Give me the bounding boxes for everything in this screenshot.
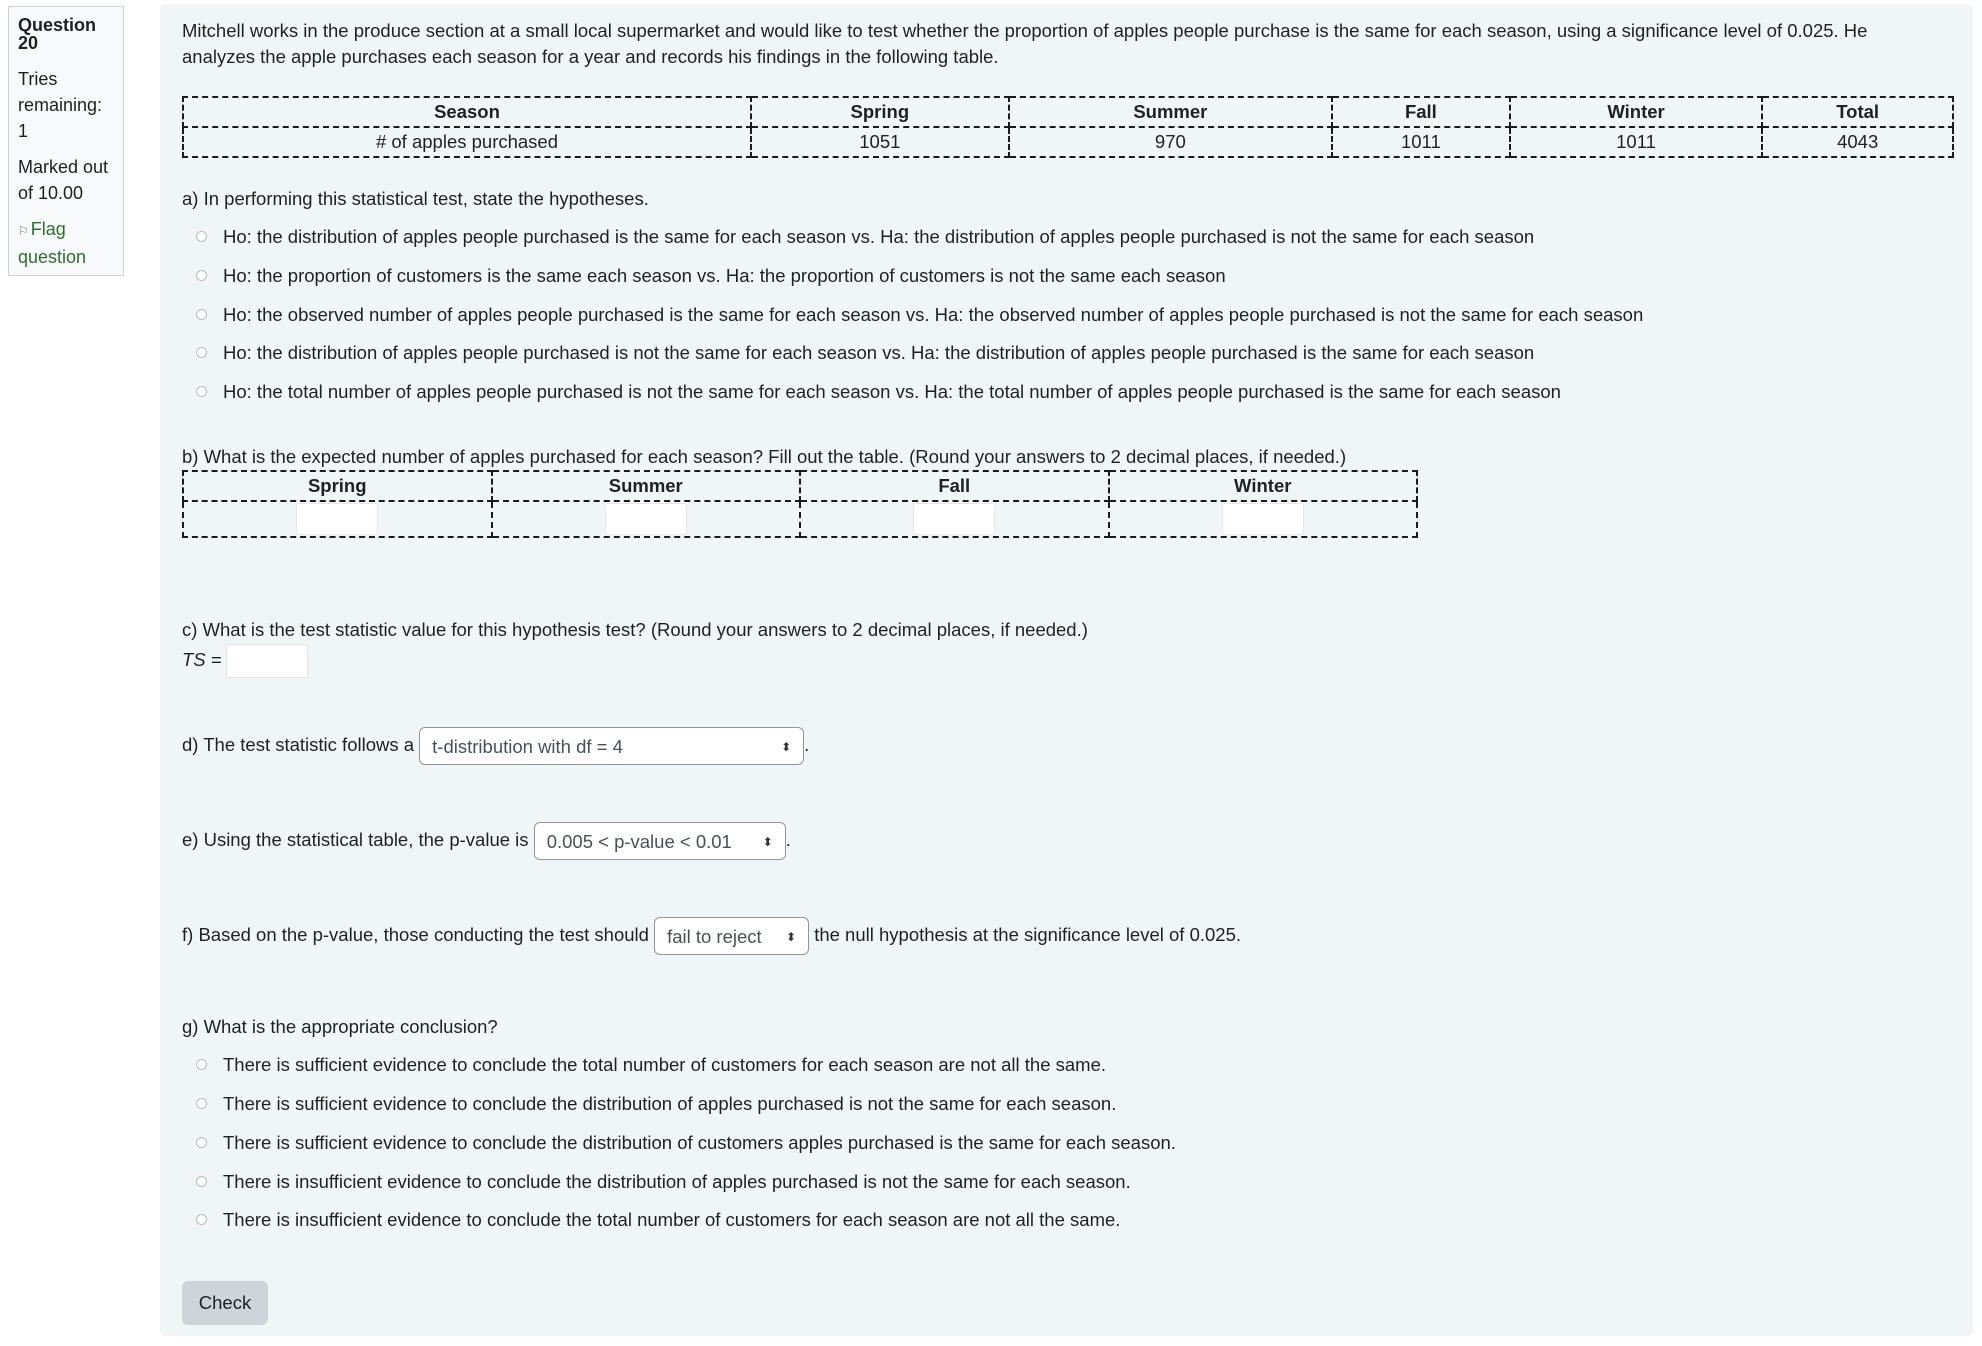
option-label: There is sufficient evidence to conclude the total number of customers for each season are not all the same. [223,1054,1107,1075]
table-header: Spring [183,471,492,501]
part-f-prompt: f) Based on the p-value, those conducting the test should [182,923,649,945]
table-cell [183,501,492,537]
table-header: Spring [751,97,1009,127]
select-arrows-icon: ⬍ [781,740,792,754]
part-a-option-1[interactable] [196,226,1534,248]
radio-button[interactable] [196,1214,207,1225]
tries-remaining [18,66,114,144]
part-g-prompt: g) What is the appropriate conclusion? [182,1016,498,1037]
question-label: Question [18,15,97,35]
table-cell [800,501,1109,537]
question-content [160,4,1973,1336]
part-e-prompt: e) Using the statistical table, the p-value is [182,828,529,850]
table-cell: 1011 [1510,127,1763,157]
option-label: Ho: the total number of apples people purchased is not the same for each season vs. Ha: the total number of apples people purchased is the same for each season [223,381,1561,402]
table-row [183,501,1417,537]
ts-label: TS = [182,648,222,670]
part-d-row [182,727,809,765]
distribution-select[interactable] [419,727,804,765]
question-intro: Mitchell works in the produce section at a small local supermarket and would like to test whether the proportion of apples people purchase is the same for each season, using a significance level of 0.025. He analyzes the apple purchases each season for a year and records his findings in the following table. [182,20,1868,67]
marked-label: Marked out [18,157,109,177]
p-value-select[interactable] [534,822,786,860]
question-number [18,16,114,52]
table-cell: 970 [1009,127,1332,157]
flag-question-link[interactable] [18,216,114,270]
table-cell: # of apples purchased [183,127,751,157]
radio-button[interactable] [196,1059,207,1070]
test-statistic-input[interactable] [226,644,308,678]
p-value-select-value: 0.005 < p-value < 0.01 [546,831,732,852]
spring-expected-input[interactable] [296,503,378,535]
option-label: Ho: the distribution of apples people purchased is not the same for each season vs. Ha: the distribution of apples people purchased is the same for each season [223,342,1535,363]
part-g-option-2[interactable] [196,1093,1116,1115]
marked-label-2: of 10.00 [18,183,84,203]
table-header-row [183,97,1953,127]
table-cell [492,501,801,537]
option-label: Ho: the observed number of apples people purchased is the same for each season vs. Ha: the observed number of apples people purchased is not the same for each season [223,304,1644,325]
radio-button[interactable] [196,231,207,242]
summer-expected-input[interactable] [605,503,687,535]
part-a-option-2[interactable] [196,265,1226,287]
part-g-option-4[interactable] [196,1171,1131,1193]
expected-values-table [182,470,1418,538]
marked-out-of [18,154,114,206]
part-d-suffix: . [804,733,810,755]
check-button[interactable]: Check [182,1281,268,1325]
flag-icon: ⚐ [18,224,29,238]
select-arrows-icon: ⬍ [762,835,773,849]
table-header: Summer [1009,97,1332,127]
radio-button[interactable] [196,270,207,281]
tries-label-2: remaining: [18,95,103,115]
part-a-prompt: a) In performing this statistical test, state the hypotheses. [182,188,649,209]
radio-button[interactable] [196,1137,207,1148]
table-header: Total [1762,97,1953,127]
part-f-row [182,917,1241,955]
table-header-row [183,471,1417,501]
part-a-option-4[interactable] [196,342,1534,364]
distribution-select-value: t-distribution with df = 4 [432,736,623,757]
option-label: Ho: the proportion of customers is the same each season vs. Ha: the proportion of customers is not the same each season [223,265,1226,286]
option-label: Ho: the distribution of apples people purchased is the same for each season vs. Ha: the distribution of apples people purchased is not the same for each season [223,226,1535,247]
part-g-option-1[interactable] [196,1054,1106,1076]
table-header: Fall [1332,97,1510,127]
radio-button[interactable] [196,309,207,320]
option-label: There is insufficient evidence to conclude the distribution of apples purchased is not the same for each season. [223,1171,1131,1192]
table-header: Season [183,97,751,127]
decision-select-value: fail to reject [667,926,762,947]
tries-label: Tries [18,69,58,89]
table-cell: 1011 [1332,127,1510,157]
table-header: Summer [492,471,801,501]
radio-button[interactable] [196,347,207,358]
select-arrows-icon: ⬍ [786,930,797,944]
fall-expected-input[interactable] [913,503,995,535]
part-e-suffix: . [785,828,791,850]
option-label: There is insufficient evidence to conclude the total number of customers for each season are not all the same. [223,1209,1121,1230]
table-cell: 1051 [751,127,1009,157]
radio-button[interactable] [196,1098,207,1109]
option-label: There is sufficient evidence to conclude the distribution of apples purchased is not the same for each season. [223,1093,1117,1114]
part-f-suffix: the null hypothesis at the significance level of 0.025. [814,923,1242,945]
part-e-row [182,822,791,860]
part-c-prompt: c) What is the test statistic value for this hypothesis test? (Round your answers to 2 decimal places, if needed.) [182,619,1088,640]
part-g-option-5[interactable] [196,1209,1120,1231]
radio-button[interactable] [196,386,207,397]
table-cell: 4043 [1762,127,1953,157]
table-row [183,127,1953,157]
part-g-option-3[interactable] [196,1132,1176,1154]
part-a-option-3[interactable] [196,304,1643,326]
winter-expected-input[interactable] [1222,503,1304,535]
observed-data-table [182,96,1954,158]
option-label: There is sufficient evidence to conclude the distribution of customers apples purchased is the same for each season. [223,1132,1176,1153]
question-info-panel [8,6,124,276]
ts-row [182,644,308,678]
question-number-value: 20 [18,33,39,53]
table-cell [1109,501,1418,537]
tries-value: 1 [18,121,29,141]
table-header: Fall [800,471,1109,501]
part-d-prompt: d) The test statistic follows a [182,733,415,755]
flag-label: Flag [30,219,66,239]
radio-button[interactable] [196,1176,207,1187]
table-header: Winter [1109,471,1418,501]
table-header: Winter [1510,97,1763,127]
part-b-prompt: b) What is the expected number of apples purchased for each season? Fill out the table. (Round your answers to 2 decimal places, if needed.) [182,446,1347,467]
flag-label-2: question [18,247,87,267]
part-a-option-5[interactable] [196,381,1561,403]
decision-select[interactable] [654,917,809,955]
